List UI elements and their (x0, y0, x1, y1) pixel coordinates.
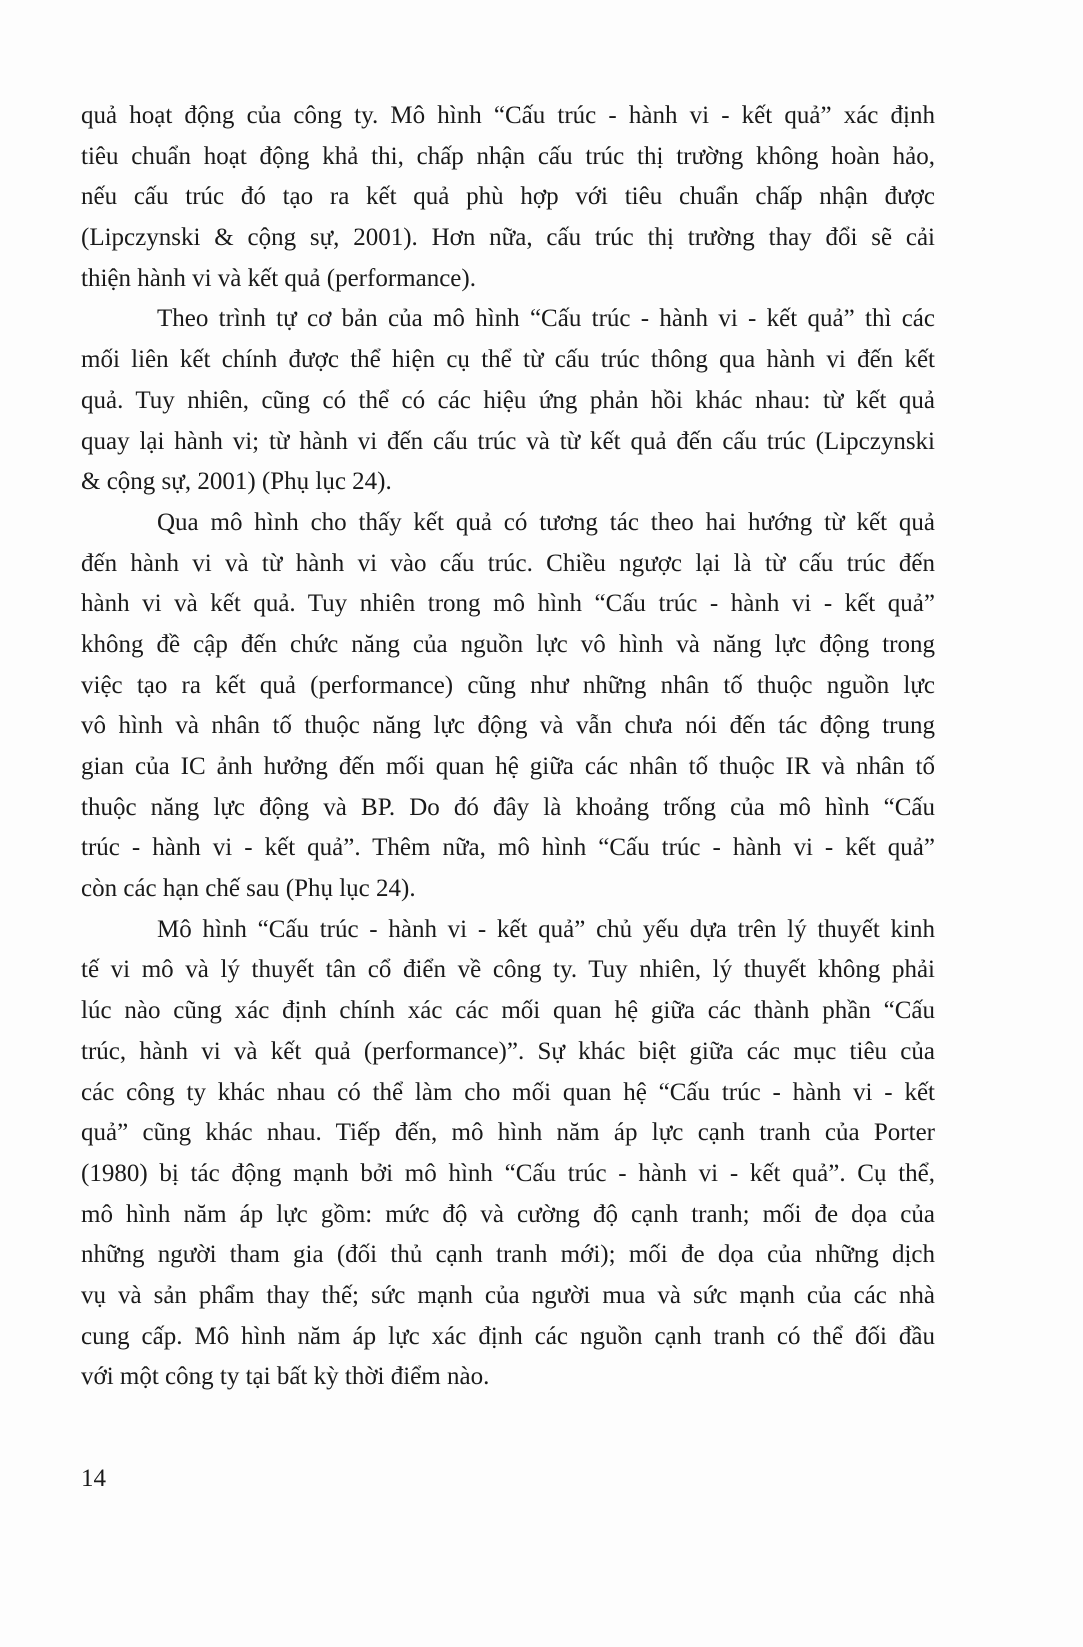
paragraph-1 (81, 96, 935, 299)
text-line: tế vi mô và lý thuyết tân cổ điển về công ty. Tuy nhiên, lý thuyết không phải (81, 956, 935, 984)
text-line: trúc - hành vi - kết quả”. Thêm nữa, mô hình “Cấu trúc - hành vi - kết quả” (81, 834, 935, 862)
text-line: & cộng sự, 2001) (Phụ lục 24). (81, 468, 392, 496)
text-line: hành vi và kết quả. Tuy nhiên trong mô hình “Cấu trúc - hành vi - kết quả” (81, 590, 935, 618)
text-line: với một công ty tại bất kỳ thời điểm nào. (81, 1363, 490, 1391)
text-line: Qua mô hình cho thấy kết quả có tương tác theo hai hướng từ kết quả (157, 508, 935, 536)
text-line: (1980) bị tác động mạnh bởi mô hình “Cấu trúc - hành vi - kết quả”. Cụ thể, (81, 1159, 935, 1187)
text-line: những người tham gia (đối thủ cạnh tranh mới); mối đe dọa của những dịch (81, 1241, 935, 1269)
text-line: mô hình năm áp lực gồm: mức độ và cường độ cạnh tranh; mối đe dọa của (81, 1200, 935, 1228)
text-line: vụ và sản phẩm thay thế; sức mạnh của người mua và sức mạnh của các nhà (81, 1281, 935, 1309)
text-line: quả. Tuy nhiên, cũng có thể có các hiệu ứng phản hồi khác nhau: từ kết quả (81, 386, 935, 414)
text-line: Mô hình “Cấu trúc - hành vi - kết quả” chủ yếu dựa trên lý thuyết kinh (157, 915, 935, 943)
text-line: gian của IC ảnh hưởng đến mối quan hệ giữa các nhân tố thuộc IR và nhân tố (81, 753, 935, 780)
text-line: quả hoạt động của công ty. Mô hình “Cấu trúc - hành vi - kết quả” xác định (81, 102, 935, 129)
text-line: vô hình và nhân tố thuộc năng lực động và vẫn chưa nói đến tác động trung (81, 712, 935, 740)
text-line: Theo trình tự cơ bản của mô hình “Cấu trúc - hành vi - kết quả” thì các (157, 305, 935, 333)
paragraph-3 (81, 503, 935, 910)
text-line: quay lại hành vi; từ hành vi đến cấu trúc và từ kết quả đến cấu trúc (Lipczynski (81, 427, 935, 455)
text-line: cung cấp. Mô hình năm áp lực xác định các nguồn cạnh tranh có thể đối đầu (81, 1322, 935, 1350)
paragraph-4 (81, 910, 935, 1398)
text-line: các công ty khác nhau có thể làm cho mối quan hệ “Cấu trúc - hành vi - kết (81, 1078, 935, 1106)
text-line: đến hành vi và từ hành vi vào cấu trúc. Chiều ngược lại là từ cấu trúc đến (81, 549, 935, 577)
paragraph-2 (81, 299, 935, 502)
text-line: nếu cấu trúc đó tạo ra kết quả phù hợp với tiêu chuẩn chấp nhận được (81, 183, 935, 211)
text-line: mối liên kết chính được thể hiện cụ thể từ cấu trúc thông qua hành vi đến kết (81, 346, 935, 374)
page-number: 14 (81, 1465, 106, 1492)
text-line: không đề cập đến chức năng của nguồn lực vô hình và năng lực động trong (81, 630, 935, 658)
text-line: thuộc năng lực động và BP. Do đó đây là khoảng trống của mô hình “Cấu (81, 793, 935, 821)
text-line: (Lipczynski & cộng sự, 2001). Hơn nữa, cấu trúc thị trường thay đổi sẽ cải (81, 224, 935, 252)
body-text (81, 96, 935, 1398)
text-line: lúc nào cũng xác định chính xác các mối quan hệ giữa các thành phần “Cấu (81, 997, 935, 1025)
text-line: việc tạo ra kết quả (performance) cũng như những nhân tố thuộc nguồn lực (81, 671, 935, 699)
text-line: thiện hành vi và kết quả (performance). (81, 264, 476, 292)
text-line: còn các hạn chế sau (Phụ lục 24). (81, 875, 416, 903)
text-line: quả” cũng khác nhau. Tiếp đến, mô hình năm áp lực cạnh tranh của Porter (81, 1119, 935, 1147)
text-line: tiêu chuẩn hoạt động khả thi, chấp nhận cấu trúc thị trường không hoàn hảo, (81, 142, 935, 170)
text-line: trúc, hành vi và kết quả (performance)”. Sự khác biệt giữa các mục tiêu của (81, 1037, 935, 1065)
